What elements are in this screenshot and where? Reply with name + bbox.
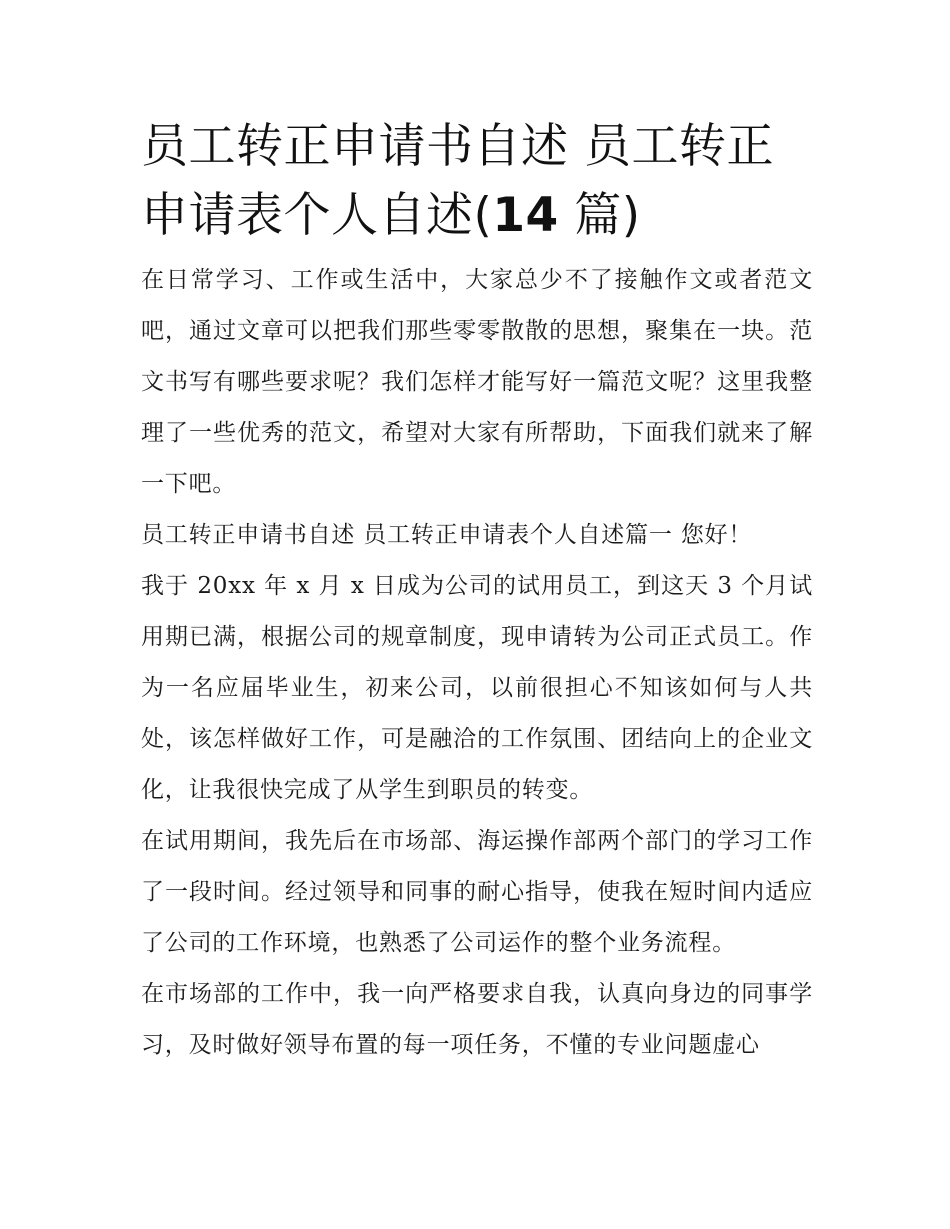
paragraph-application: 我于 20xx 年 x 月 x 日成为公司的试用员工，到这天 3 个月试用期已满，根据公司的规章制度，现申请转为公司正式员工。作为一名应届毕业生，初来公司，以前很担心不知该如何与人共处，该怎样做好工作，可是融洽的工作氛围、团结向上的企业文化，让我很快完成了从学生到职员的转变。 — [141, 573, 813, 803]
document-content — [141, 112, 813, 1071]
title-number: 14 — [492, 188, 559, 243]
paragraph-marketing: 在市场部的工作中，我一向严格要求自我，认真向身边的同事学习，及时做好领导布置的每一项任务，不懂的专业问题虚心 — [141, 981, 813, 1058]
title-text-part2: 篇) — [558, 188, 641, 243]
paragraph-intro: 在日常学习、工作或生活中，大家总少不了接触作文或者范文吧，通过文章可以把我们那些零零散散的思想，聚集在一块。范文书写有哪些要求呢？我们怎样才能写好一篇范文呢？这里我整理了一些优秀的范文，希望对大家有所帮助，下面我们就来了解一下吧。 — [141, 267, 813, 497]
title-text-part1: 员工转正申请书自述 员工转正申请表个人自述( — [141, 119, 774, 243]
paragraph-section-heading: 员工转正申请书自述 员工转正申请表个人自述篇一 您好！ — [141, 522, 753, 548]
paragraph-probation: 在试用期间，我先后在市场部、海运操作部两个部门的学习工作了一段时间。经过领导和同事的耐心指导，使我在短时间内适应了公司的工作环境，也熟悉了公司运作的整个业务流程。 — [141, 828, 813, 956]
document-title — [141, 112, 813, 250]
